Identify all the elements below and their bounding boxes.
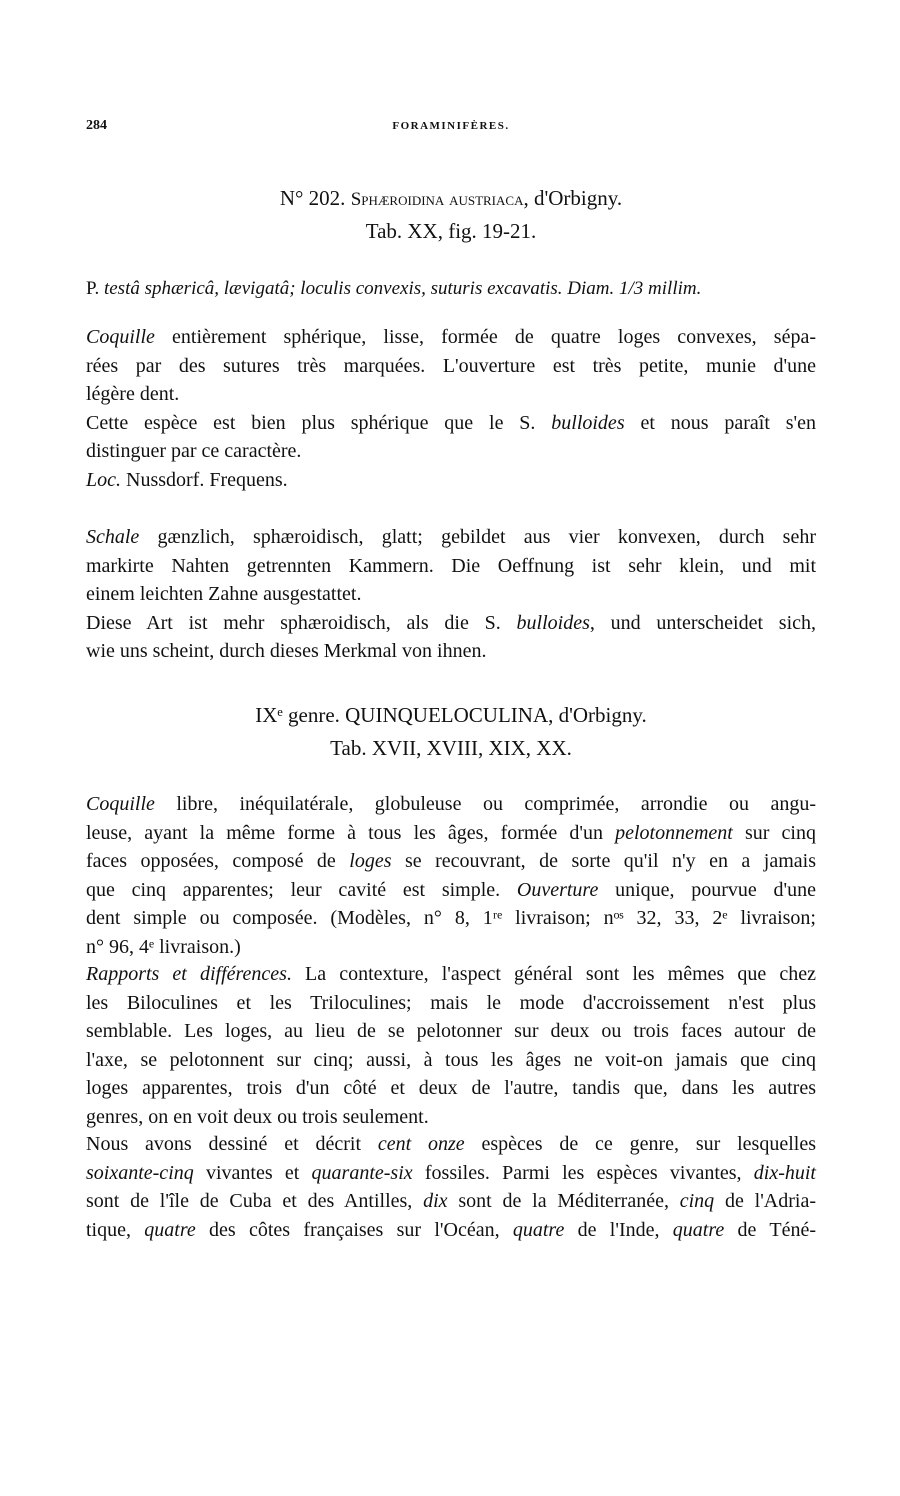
- species-title: [86, 186, 816, 211]
- page-number: 284: [86, 118, 107, 133]
- text-line: genres, on en voit deux ou trois seulement.: [86, 1105, 429, 1128]
- text-line: Loc. Nussdorf. Frequens.: [86, 468, 288, 491]
- text-line: rées par des sutures très marquées. L'ouverture est très petite, munie d'une: [86, 354, 816, 377]
- species-author: , d'Orbigny.: [523, 186, 623, 210]
- french-description: [86, 323, 816, 494]
- text-line: Nous avons dessiné et décrit cent onze espèces de ce genre, sur lesquelles: [86, 1133, 816, 1155]
- diagnosis-lead: P.: [86, 278, 100, 299]
- diagnosis-text: testâ sphæricâ, lævigatâ; loculis convexis, suturis excavatis. Diam. 1/3 millim.: [103, 278, 702, 299]
- species-name: Sphæroidina austriaca: [350, 189, 524, 210]
- text-line: tique, quatre des côtes françaises sur l'Océan, quatre de l'Inde, quatre de Téné-: [86, 1218, 816, 1241]
- text-line: Diese Art ist mehr sphæroidisch, als die S. bulloides, und unterscheidet sich,: [86, 611, 817, 634]
- text-line: leuse, ayant la même forme à tous les âges, formée d'un pelotonnement sur cinq: [86, 821, 816, 844]
- species-table-ref: Tab. XX, fig. 19-21.: [365, 219, 537, 243]
- genus-description: [86, 790, 816, 961]
- rapports-paragraph: [86, 960, 816, 1131]
- text-line: Schale gænzlich, sphæroidisch, glatt; gebildet aus vier konvexen, durch sehr: [86, 526, 816, 548]
- text-line: l'axe, se pelotonnent sur cinq; aussi, à tous les âges ne voit-on jamais que cinq: [86, 1048, 816, 1071]
- text-line: faces opposées, composé de loges se recouvrant, de sorte qu'il n'y en a jamais: [86, 850, 816, 872]
- text-line: n° 96, 4ᵉ livraison.): [86, 935, 241, 958]
- text-line: Rapports et différences. La contexture, l'aspect général sont les mêmes que chez: [86, 963, 816, 985]
- species-number: N° 202.: [279, 186, 346, 210]
- latin-diagnosis: [86, 278, 816, 300]
- text-line: les Biloculines et les Triloculines; mais le mode d'accroissement n'est plus: [86, 991, 816, 1014]
- text-line: légère dent.: [86, 383, 180, 405]
- genus-table-ref: Tab. XVII, XVIII, XIX, XX.: [330, 736, 572, 760]
- text-line: sont de l'île de Cuba et des Antilles, dix sont de la Méditerranée, cinq de l'Adria-: [86, 1190, 817, 1212]
- text-line: loges apparentes, trois d'un côté et deux de l'autre, tandis que, dans les autres: [86, 1077, 816, 1099]
- page-header: [86, 118, 816, 138]
- text-line: Cette espèce est bien plus sphérique que le S. bulloides et nous paraît s'en: [86, 411, 816, 434]
- running-title: FORAMINIFÈRES.: [392, 120, 510, 132]
- text-line: einem leichten Zahne ausgestattet.: [86, 583, 362, 605]
- german-description: [86, 523, 816, 666]
- text-line: markirte Nahten getrennten Kammern. Die Oeffnung ist sehr klein, und mit: [86, 554, 816, 577]
- genus-title: IXᵉ genre. QUINQUELOCULINA, d'Orbigny.: [255, 703, 647, 727]
- text-line: wie uns scheint, durch dieses Merkmal von ihnen.: [86, 640, 487, 662]
- text-line: Coquille entièrement sphérique, lisse, formée de quatre loges convexes, sépa-: [86, 326, 816, 348]
- text-line: semblable. Les loges, au lieu de se pelotonner sur deux ou trois faces autour de: [86, 1020, 816, 1042]
- text-line: que cinq apparentes; leur cavité est simple. Ouverture unique, pourvue d'une: [86, 878, 817, 901]
- species-count-paragraph: [86, 1130, 816, 1244]
- text-line: dent simple ou composée. (Modèles, n° 8, 1ʳᵉ livraison; nᵒˢ 32, 33, 2ᵉ livraison;: [86, 907, 816, 929]
- text-line: Coquille libre, inéquilatérale, globuleuse ou comprimée, arrondie ou angu-: [86, 793, 816, 815]
- text-line: soixante-cinq vivantes et quarante-six fossiles. Parmi les espèces vivantes, dix-huit: [86, 1161, 816, 1184]
- text-line: distinguer par ce caractère.: [86, 440, 302, 462]
